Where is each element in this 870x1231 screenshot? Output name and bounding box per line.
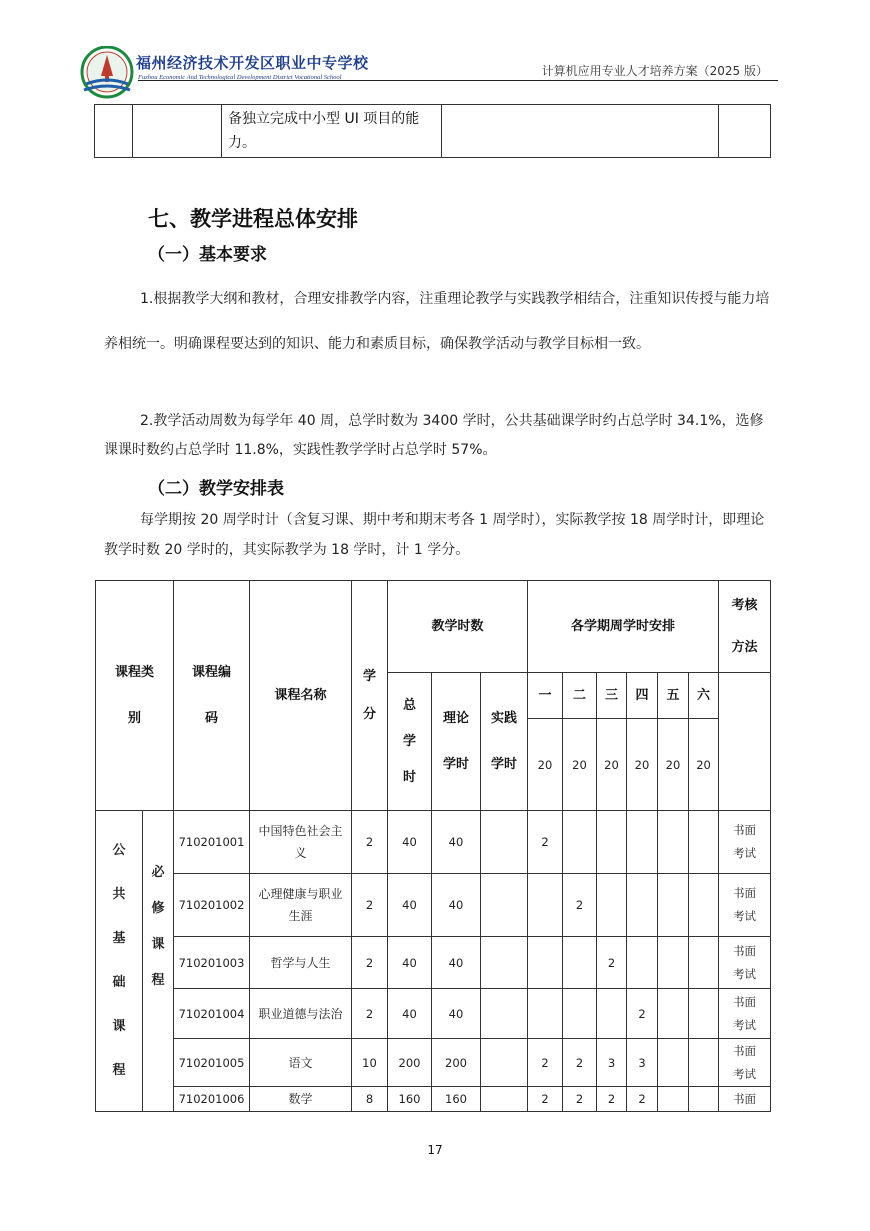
course-total: 200 bbox=[388, 1039, 432, 1087]
course-practice bbox=[481, 811, 528, 874]
header-weeks-6: 20 bbox=[689, 719, 719, 811]
header-weeks-1: 20 bbox=[528, 719, 563, 811]
paragraph-text: 每学期按 20 周学时计（含复习课、期中考和期末考各 1 周学时），实际教学按 18 周学时计，即理论教学时数 20 学时的，其实际教学为 18 学时，计 1 学分。 bbox=[104, 512, 765, 558]
header-theory: 理论学时 bbox=[432, 673, 481, 811]
course-name: 哲学与人生 bbox=[250, 937, 352, 989]
course-credit: 2 bbox=[352, 937, 388, 989]
sem-hours: 2 bbox=[528, 1087, 563, 1112]
sem-hours bbox=[689, 1087, 719, 1112]
table-cell bbox=[442, 105, 719, 158]
section-title: 七、教学进程总体安排 bbox=[148, 207, 358, 231]
sem-hours bbox=[658, 811, 689, 874]
school-name-cn: 福州经济技术开发区职业中专学校 bbox=[136, 54, 369, 72]
sem-hours bbox=[658, 989, 689, 1039]
header-semester-2: 二 bbox=[563, 673, 597, 719]
course-credit: 10 bbox=[352, 1039, 388, 1087]
table-row bbox=[96, 989, 771, 1039]
header-hours: 教学时数 bbox=[388, 581, 528, 673]
course-code: 710201002 bbox=[174, 874, 250, 937]
course-credit: 2 bbox=[352, 989, 388, 1039]
table-row bbox=[95, 105, 771, 158]
header-semester-4: 四 bbox=[627, 673, 658, 719]
table-cell bbox=[95, 105, 133, 158]
course-exam: 书面 bbox=[719, 1087, 771, 1112]
header-weeks-4: 20 bbox=[627, 719, 658, 811]
course-total: 40 bbox=[388, 937, 432, 989]
sem-hours bbox=[597, 989, 627, 1039]
header-weeks-2: 20 bbox=[563, 719, 597, 811]
sem-hours: 3 bbox=[597, 1039, 627, 1087]
course-exam: 书面考试 bbox=[719, 874, 771, 937]
paragraph-text: 1.根据教学大纲和教材，合理安排教学内容，注重理论教学与实践教学相结合，注重知识传授与能力培养相统一。明确课程要达到的知识、能力和素质目标，确保教学活动与教学目标相一致。 bbox=[104, 291, 770, 352]
course-name: 中国特色社会主义 bbox=[250, 811, 352, 874]
course-name: 数学 bbox=[250, 1087, 352, 1112]
header-row bbox=[96, 581, 771, 673]
sem-hours: 2 bbox=[563, 874, 597, 937]
course-code: 710201003 bbox=[174, 937, 250, 989]
table-row bbox=[96, 1039, 771, 1087]
course-name: 职业道德与法治 bbox=[250, 989, 352, 1039]
sem-hours bbox=[528, 874, 563, 937]
course-practice bbox=[481, 989, 528, 1039]
header-credit: 学分 bbox=[352, 581, 388, 811]
header-divider bbox=[138, 80, 778, 81]
course-exam: 书面考试 bbox=[719, 811, 771, 874]
course-theory: 40 bbox=[432, 989, 481, 1039]
sem-hours bbox=[658, 1087, 689, 1112]
subsection-title: （一）基本要求 bbox=[148, 245, 267, 265]
course-practice bbox=[481, 937, 528, 989]
table-cell-text: 备独立完成中小型 UI 项目的能力。 bbox=[222, 105, 442, 158]
paragraph bbox=[104, 277, 770, 367]
sem-hours bbox=[689, 937, 719, 989]
sem-hours bbox=[563, 989, 597, 1039]
course-theory: 40 bbox=[432, 937, 481, 989]
header-weeks-5: 20 bbox=[658, 719, 689, 811]
sem-hours bbox=[528, 989, 563, 1039]
school-logo bbox=[78, 46, 136, 100]
table-row bbox=[96, 937, 771, 989]
sem-hours bbox=[528, 937, 563, 989]
course-credit: 8 bbox=[352, 1087, 388, 1112]
table-cell bbox=[719, 105, 771, 158]
sem-hours bbox=[658, 937, 689, 989]
table-row bbox=[96, 811, 771, 874]
sem-hours: 2 bbox=[528, 811, 563, 874]
table-row bbox=[96, 874, 771, 937]
course-theory: 200 bbox=[432, 1039, 481, 1087]
sem-hours bbox=[597, 874, 627, 937]
course-code: 710201001 bbox=[174, 811, 250, 874]
sem-hours: 2 bbox=[597, 937, 627, 989]
course-code: 710201005 bbox=[174, 1039, 250, 1087]
sem-hours: 3 bbox=[627, 1039, 658, 1087]
page-number: 17 bbox=[427, 1143, 443, 1157]
course-theory: 40 bbox=[432, 874, 481, 937]
sem-hours bbox=[658, 874, 689, 937]
continued-table bbox=[94, 104, 771, 158]
table-row bbox=[96, 1087, 771, 1112]
sem-hours: 2 bbox=[627, 989, 658, 1039]
header-exam-blank bbox=[719, 673, 771, 811]
course-total: 40 bbox=[388, 989, 432, 1039]
header-weekly: 各学期周学时安排 bbox=[528, 581, 719, 673]
sem-hours: 2 bbox=[563, 1039, 597, 1087]
course-exam: 书面考试 bbox=[719, 1039, 771, 1087]
course-name: 心理健康与职业生涯 bbox=[250, 874, 352, 937]
sem-hours: 2 bbox=[597, 1087, 627, 1112]
course-name: 语文 bbox=[250, 1039, 352, 1087]
course-exam: 书面考试 bbox=[719, 989, 771, 1039]
sem-hours bbox=[627, 874, 658, 937]
course-credit: 2 bbox=[352, 811, 388, 874]
course-theory: 160 bbox=[432, 1087, 481, 1112]
document-title: 计算机应用专业人才培养方案（2025 版） bbox=[541, 64, 768, 78]
course-total: 40 bbox=[388, 874, 432, 937]
header-semester-6: 六 bbox=[689, 673, 719, 719]
sem-hours bbox=[689, 874, 719, 937]
sem-hours bbox=[563, 811, 597, 874]
sem-hours bbox=[627, 937, 658, 989]
paragraph-text: 2.教学活动周数为每学年 40 周，总学时数为 3400 学时，公共基础课学时约占总学时 34.1%，选修课课时数约占总学时 11.8%，实践性教学学时占总学时 57%。 bbox=[104, 413, 764, 458]
course-credit: 2 bbox=[352, 874, 388, 937]
header-semester-3: 三 bbox=[597, 673, 627, 719]
course-theory: 40 bbox=[432, 811, 481, 874]
header-exam: 考核方法 bbox=[719, 581, 771, 673]
sem-hours bbox=[689, 1039, 719, 1087]
course-practice bbox=[481, 1087, 528, 1112]
header-practice: 实践学时 bbox=[481, 673, 528, 811]
header-code: 课程编码 bbox=[174, 581, 250, 811]
header-total: 总学时 bbox=[388, 673, 432, 811]
sem-hours bbox=[689, 811, 719, 874]
table-cell bbox=[133, 105, 222, 158]
header-name: 课程名称 bbox=[250, 581, 352, 811]
schedule-table bbox=[95, 580, 771, 1112]
category-sub: 必修课程 bbox=[143, 811, 174, 1112]
paragraph bbox=[104, 505, 770, 565]
paragraph bbox=[104, 407, 770, 465]
sem-hours: 2 bbox=[627, 1087, 658, 1112]
sem-hours: 2 bbox=[528, 1039, 563, 1087]
sem-hours bbox=[597, 811, 627, 874]
header-weeks-3: 20 bbox=[597, 719, 627, 811]
header-category: 课程类别 bbox=[96, 581, 174, 811]
course-code: 710201006 bbox=[174, 1087, 250, 1112]
header-semester-5: 五 bbox=[658, 673, 689, 719]
sem-hours bbox=[658, 1039, 689, 1087]
page-header bbox=[78, 44, 778, 100]
course-code: 710201004 bbox=[174, 989, 250, 1039]
category-main: 公共基础课程 bbox=[96, 811, 143, 1112]
course-total: 40 bbox=[388, 811, 432, 874]
sem-hours bbox=[563, 937, 597, 989]
course-practice bbox=[481, 1039, 528, 1087]
subsection-title: （二）教学安排表 bbox=[148, 479, 284, 499]
course-total: 160 bbox=[388, 1087, 432, 1112]
header-semester-1: 一 bbox=[528, 673, 563, 719]
sem-hours bbox=[689, 989, 719, 1039]
course-practice bbox=[481, 874, 528, 937]
sem-hours: 2 bbox=[563, 1087, 597, 1112]
sem-hours bbox=[627, 811, 658, 874]
course-exam: 书面考试 bbox=[719, 937, 771, 989]
school-name-en: Fuzhou Economic And Technological Development District Vocational School bbox=[138, 74, 342, 81]
